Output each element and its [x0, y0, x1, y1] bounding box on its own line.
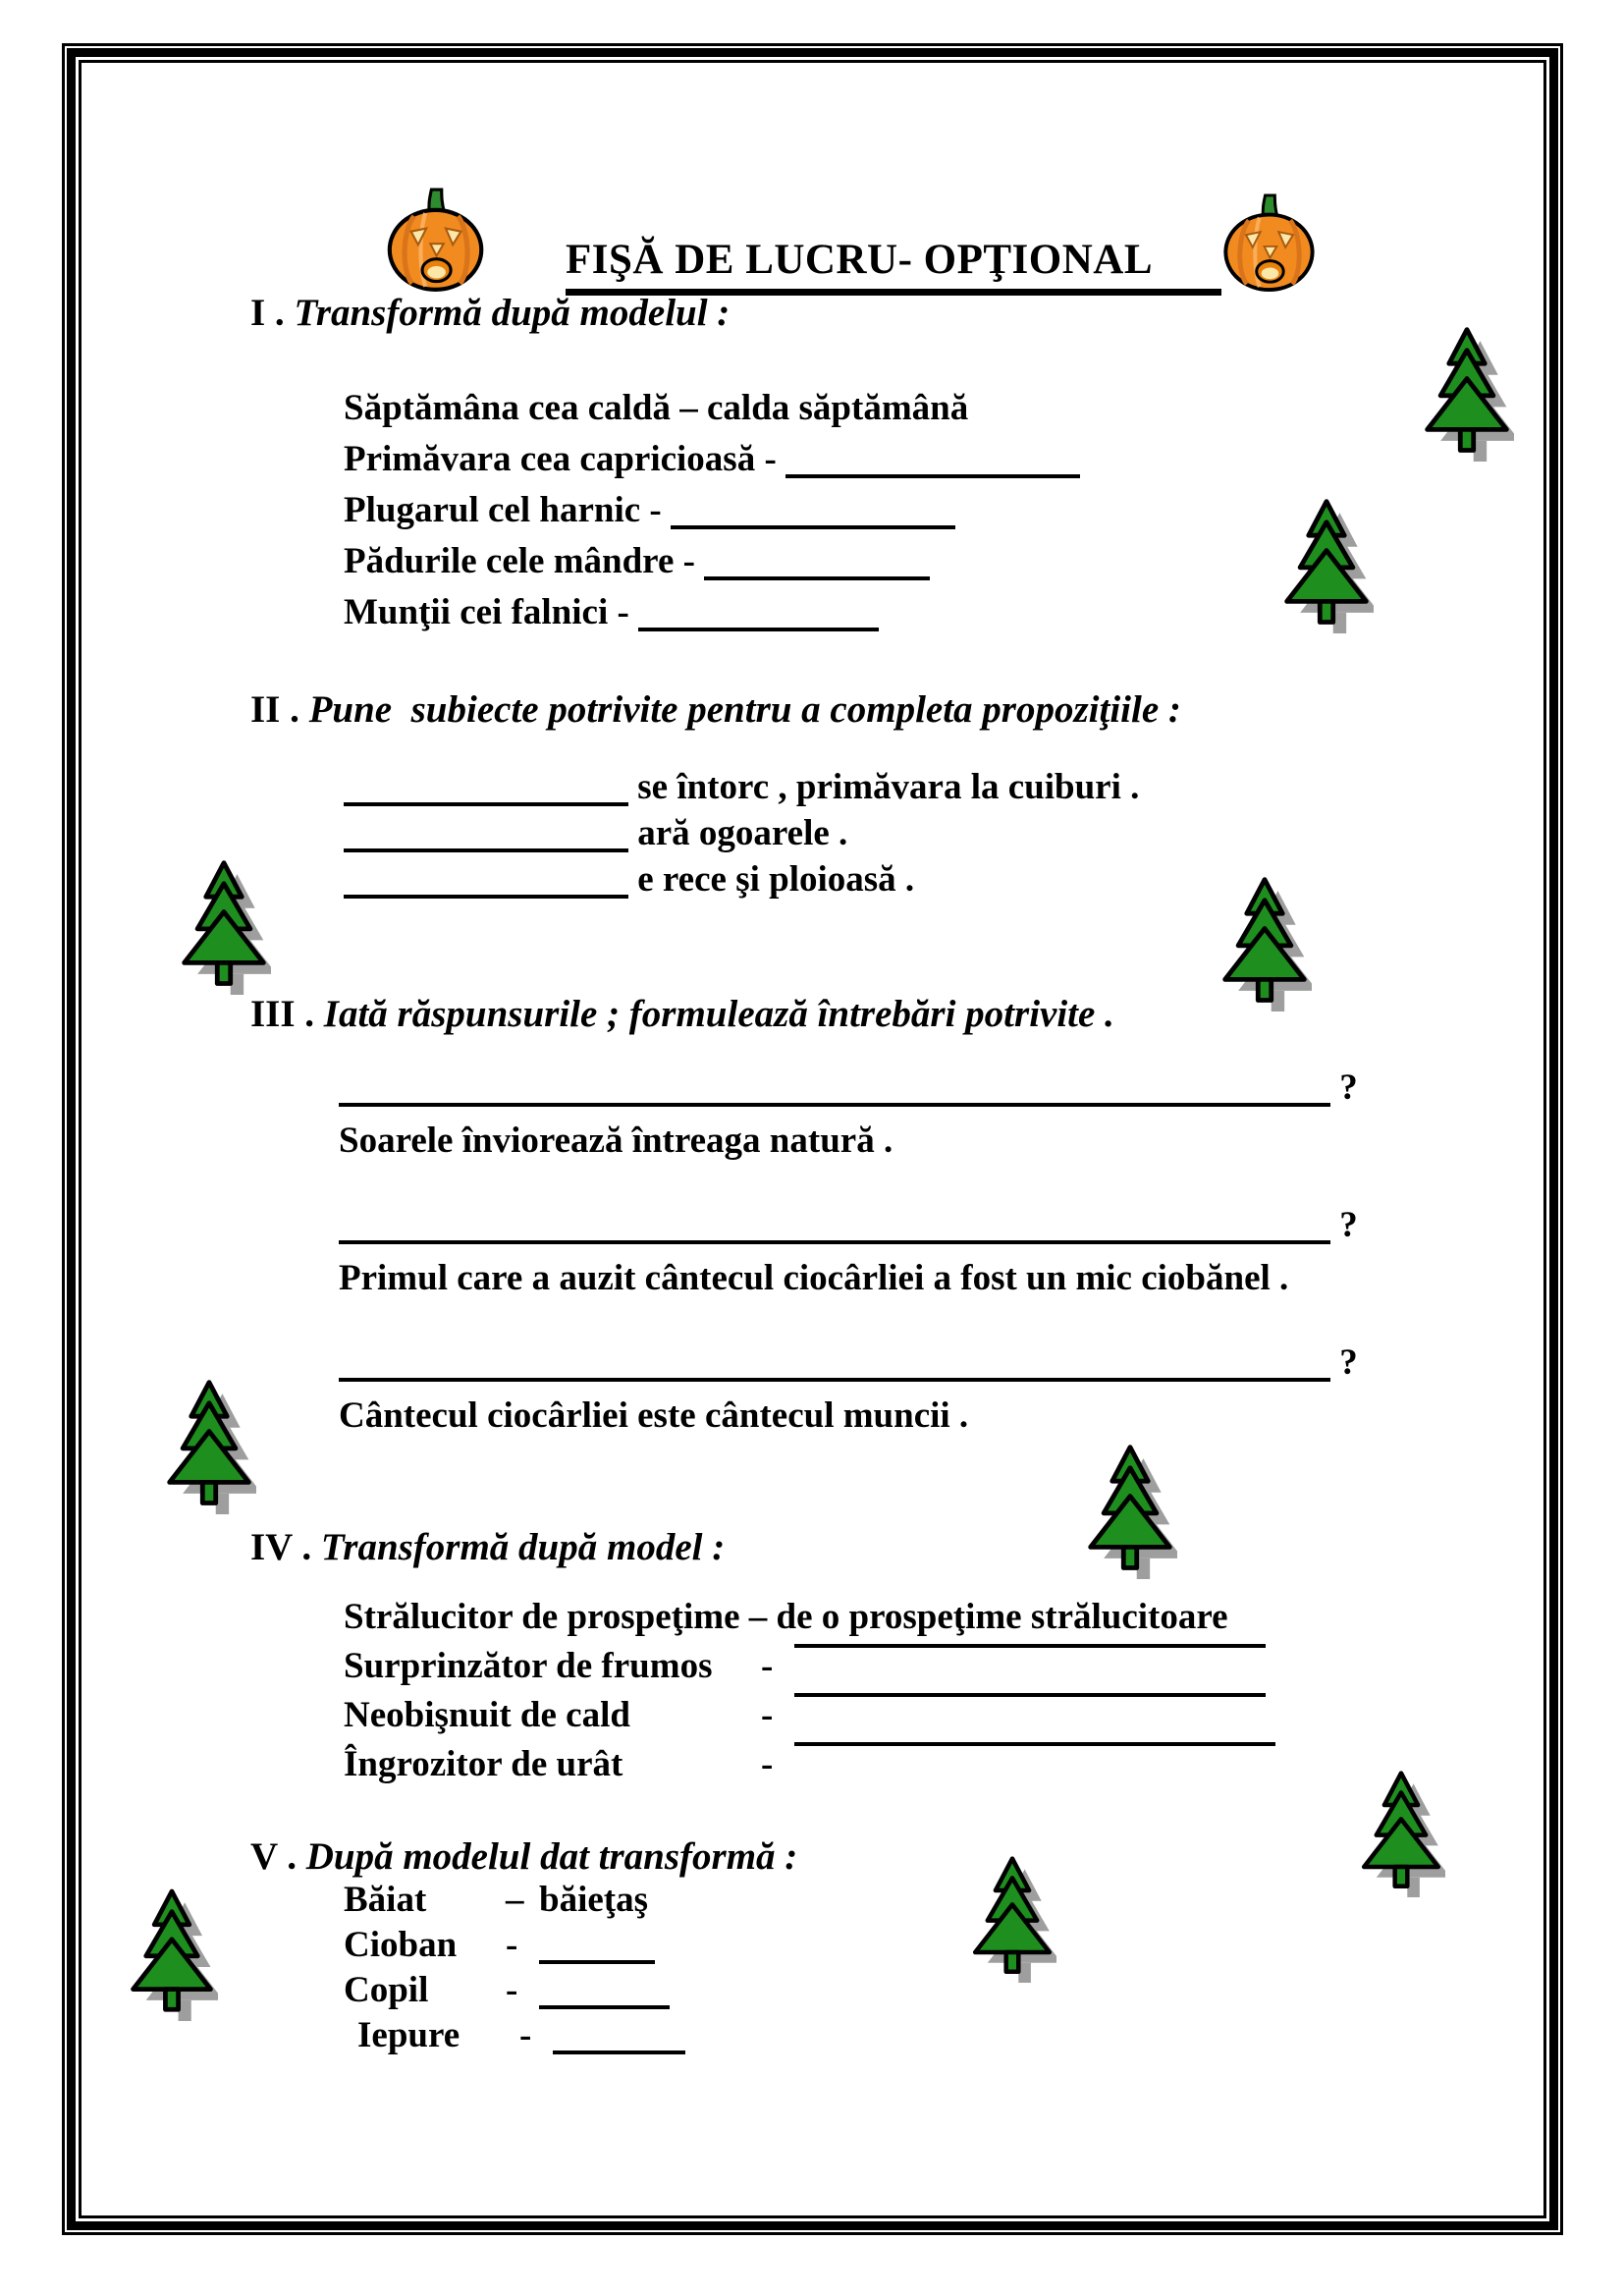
- section-title: Transformă după model :: [320, 1526, 726, 1568]
- question-mark: ?: [1339, 1067, 1358, 1108]
- answer-blank: [794, 1740, 1275, 1746]
- question-mark: ?: [1339, 1342, 1358, 1383]
- answer-blank: [344, 847, 628, 852]
- section-heading-1: [250, 291, 730, 335]
- answer-blank: [794, 1691, 1266, 1697]
- section-title: Transformă după modelul :: [294, 292, 731, 334]
- dash: -: [761, 1744, 774, 1784]
- answer-blank: [344, 800, 628, 806]
- model-line: Băiat – băieţaş: [344, 1878, 685, 1923]
- section-title: Pune subiecte potrivite pentru a completa propoziţiile :: [308, 688, 1181, 731]
- answer-blank: [638, 626, 879, 631]
- section-title: Iată răspunsurile ; formulează întrebări potrivite .: [323, 993, 1114, 1035]
- section-numeral: III .: [250, 993, 315, 1035]
- section-numeral: IV .: [250, 1526, 312, 1568]
- pine-tree-icon: [1357, 1766, 1445, 1897]
- model-line: Săptămâna cea caldă – calda săptămână: [344, 388, 969, 428]
- section-heading-5: [250, 1834, 797, 1879]
- exercise-line: Munţii cei falnici -: [344, 587, 1080, 638]
- section-numeral: I .: [250, 292, 285, 334]
- section-4-list: [344, 1593, 1275, 1789]
- question-line: [339, 1200, 1358, 1251]
- section-heading-2: [250, 687, 1181, 732]
- question-blank: [339, 1238, 1330, 1244]
- exercise-line: Iepure -: [344, 2013, 685, 2058]
- pine-tree-icon: [126, 1884, 218, 2021]
- exercise-line: Primăvara cea capricioasă -: [344, 434, 1080, 485]
- answer-line: Soarele înviorează întreaga natură .: [339, 1121, 893, 1161]
- section-title: După modelul dat transformă :: [305, 1835, 798, 1878]
- exercise-line: Îngrozitor de urât -: [344, 1740, 1275, 1789]
- dash: -: [761, 1695, 774, 1735]
- dash: –: [506, 1880, 524, 1920]
- dash: -: [761, 1646, 774, 1686]
- answer-line: Primul care a auzit cântecul ciocârliei a fost un mic ciobănel .: [339, 1258, 1289, 1298]
- question-blank: [339, 1376, 1330, 1382]
- dash: -: [519, 2015, 532, 2055]
- pumpkin-icon: [1218, 192, 1319, 293]
- answer-blank: [794, 1642, 1266, 1648]
- pine-tree-icon: [1218, 872, 1312, 1011]
- question-blank: [339, 1101, 1330, 1107]
- model-line: Strălucitor de prospeţime – de o prospeţime strălucitoare: [344, 1597, 1228, 1637]
- section-2-list: [344, 764, 1139, 902]
- answer-blank: [344, 893, 628, 899]
- section-3-list: [339, 1063, 1358, 1475]
- section-heading-3: [250, 992, 1114, 1036]
- answer-blank: [539, 1958, 655, 1964]
- section-heading-4: [250, 1525, 725, 1569]
- question-mark: ?: [1339, 1205, 1358, 1245]
- pine-tree-icon: [968, 1851, 1056, 1983]
- question-answer-pair: [339, 1200, 1358, 1304]
- pine-tree-icon: [162, 1375, 256, 1514]
- exercise-line: e rece şi ploioasă .: [344, 856, 1139, 902]
- pumpkin-icon: [383, 187, 486, 293]
- exercise-line: Neobişnuit de cald -: [344, 1691, 1275, 1740]
- pine-tree-icon: [1420, 322, 1514, 462]
- answer-blank: [553, 2049, 685, 2054]
- dash: -: [506, 1925, 518, 1965]
- pine-tree-icon: [177, 855, 271, 995]
- question-line: [339, 1063, 1358, 1114]
- exercise-line: Surprinzător de frumos -: [344, 1642, 1275, 1691]
- answer-blank: [671, 523, 955, 529]
- question-line: [339, 1338, 1358, 1389]
- exercise-line: Plugarul cel harnic -: [344, 485, 1080, 536]
- answer-blank: [539, 2003, 670, 2009]
- answer-blank: [785, 472, 1080, 478]
- exercise-line: Copil -: [344, 1968, 685, 2013]
- pine-tree-icon: [1279, 494, 1374, 633]
- section-1-list: [344, 383, 1080, 638]
- section-numeral: II .: [250, 688, 299, 731]
- answer-blank: [704, 574, 930, 580]
- section-5-list: [344, 1878, 685, 2058]
- exercise-line: Pădurile cele mândre -: [344, 536, 1080, 587]
- question-answer-pair: [339, 1338, 1358, 1442]
- exercise-line: ară ogoarele .: [344, 810, 1139, 856]
- section-numeral: V .: [250, 1835, 297, 1878]
- dash: -: [506, 1970, 518, 2010]
- exercise-line: se întorc , primăvara la cuiburi .: [344, 764, 1139, 810]
- exercise-line: Cioban -: [344, 1923, 685, 1968]
- question-answer-pair: [339, 1063, 1358, 1167]
- answer-line: Cântecul ciocârliei este cântecul muncii .: [339, 1395, 969, 1436]
- page-title: FIŞĂ DE LUCRU- OPŢIONAL: [566, 236, 1221, 296]
